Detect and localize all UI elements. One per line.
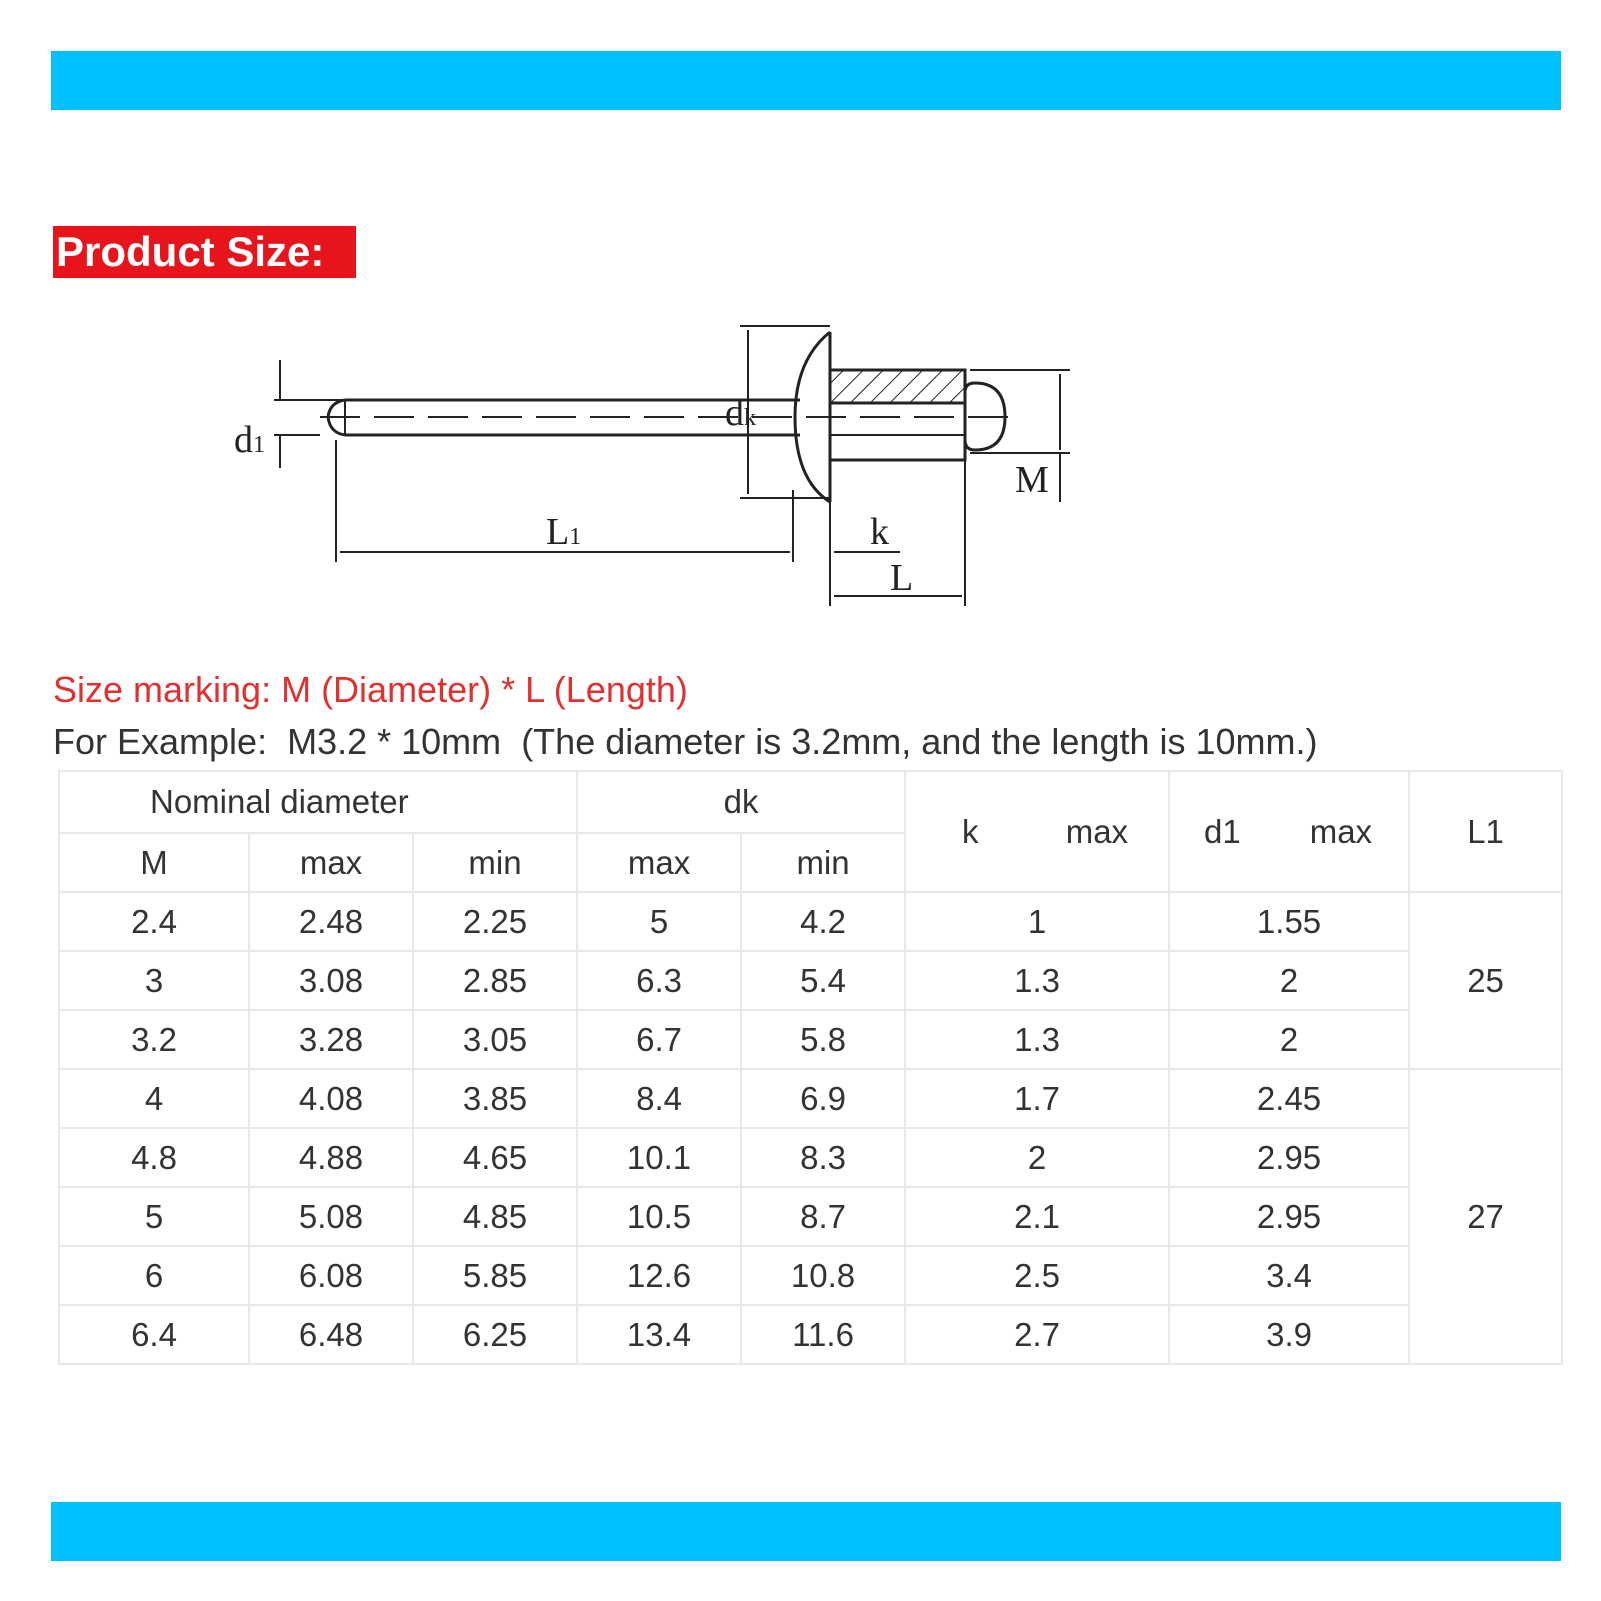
example-note [53,720,1318,764]
cell-d1-max: 2.45 [1169,1069,1409,1128]
example-spacer [267,721,287,762]
cell-k-max: 2.5 [905,1246,1169,1305]
cell-dk-min: 4.2 [741,892,905,951]
cell-M: 4 [59,1069,249,1128]
table-row [59,1128,1562,1187]
cell-M-max: 6.48 [249,1305,413,1364]
cell-M: 4.8 [59,1128,249,1187]
label-k: k [870,511,889,553]
header-dk-max: max [577,833,741,892]
cell-M-max: 3.28 [249,1010,413,1069]
header-dk-min: min [741,833,905,892]
table-header-row-1 [59,771,1562,833]
cell-dk-max: 13.4 [577,1305,741,1364]
cell-M-min: 4.85 [413,1187,577,1246]
size-spec-table [58,770,1563,1365]
product-size-title: Product Size: [53,226,356,278]
cell-dk-max: 6.7 [577,1010,741,1069]
label-dk: dk [725,392,756,434]
header-k-max-label: max [1065,812,1129,850]
cell-M-max: 3.08 [249,951,413,1010]
header-M: M [59,833,249,892]
cell-M-max: 4.08 [249,1069,413,1128]
cell-dk-min: 5.4 [741,951,905,1010]
cell-dk-max: 12.6 [577,1246,741,1305]
dimension-lines [274,326,1070,606]
cell-M: 6 [59,1246,249,1305]
cell-M-min: 4.65 [413,1128,577,1187]
top-banner-bar [51,51,1561,110]
example-spacer-2 [501,721,521,762]
bottom-banner-bar [51,1502,1561,1561]
cell-M-min: 2.25 [413,892,577,951]
table-row [59,892,1562,951]
header-k: k [962,812,979,850]
table-row [59,1010,1562,1069]
cell-dk-min: 5.8 [741,1010,905,1069]
header-M-min: min [413,833,577,892]
cell-k-max: 1 [905,892,1169,951]
cell-M: 2.4 [59,892,249,951]
cell-k-max: 1.7 [905,1069,1169,1128]
table-row [59,1069,1562,1128]
cell-dk-max: 6.3 [577,951,741,1010]
cell-d1-max: 2 [1169,951,1409,1010]
table-row [59,1305,1562,1364]
cell-dk-max: 10.5 [577,1187,741,1246]
cell-dk-min: 8.3 [741,1128,905,1187]
cell-L1-group-2: 27 [1409,1069,1562,1364]
header-nominal-diameter: Nominal diameter [59,771,577,833]
header-L1: L1 [1409,771,1562,892]
cell-M: 6.4 [59,1305,249,1364]
header-M-max: max [249,833,413,892]
table-row [59,951,1562,1010]
cell-M-max: 2.48 [249,892,413,951]
cell-M-min: 2.85 [413,951,577,1010]
cell-M-max: 5.08 [249,1187,413,1246]
cell-dk-max: 8.4 [577,1069,741,1128]
rivet-dimension-diagram [200,320,1120,640]
cell-d1-max: 1.55 [1169,892,1409,951]
cell-dk-min: 8.7 [741,1187,905,1246]
cell-k-max: 2.1 [905,1187,1169,1246]
cell-k-max: 2.7 [905,1305,1169,1364]
cell-M-min: 3.05 [413,1010,577,1069]
cell-M: 3 [59,951,249,1010]
table-row [59,1246,1562,1305]
header-d1-max [1169,771,1409,892]
cell-d1-max: 2.95 [1169,1187,1409,1246]
example-explanation: (The diameter is 3.2mm, and the length is 10mm.) [521,721,1318,762]
example-prefix: For Example: [53,721,268,762]
header-d1-max-label: max [1309,812,1373,850]
cell-dk-min: 6.9 [741,1069,905,1128]
cell-M: 5 [59,1187,249,1246]
header-dk: dk [577,771,905,833]
cell-M-max: 6.08 [249,1246,413,1305]
cell-M-min: 5.85 [413,1246,577,1305]
example-value: M3.2 * 10mm [287,721,502,762]
cell-k-max: 2 [905,1128,1169,1187]
cell-d1-max: 2 [1169,1010,1409,1069]
cell-k-max: 1.3 [905,1010,1169,1069]
cell-M: 3.2 [59,1010,249,1069]
cell-d1-max: 3.9 [1169,1305,1409,1364]
cell-M-min: 3.85 [413,1069,577,1128]
size-marking-note: Size marking: M (Diameter) * L (Length) [53,669,688,710]
cell-d1-max: 2.95 [1169,1128,1409,1187]
label-d1: d1 [234,419,265,461]
cell-dk-max: 10.1 [577,1128,741,1187]
cell-dk-min: 10.8 [741,1246,905,1305]
label-L1: L1 [546,511,582,553]
label-L: L [890,557,914,599]
cell-k-max: 1.3 [905,951,1169,1010]
cell-d1-max: 3.4 [1169,1246,1409,1305]
rivet-drawing [320,332,1010,502]
cell-M-max: 4.88 [249,1128,413,1187]
table-row [59,1187,1562,1246]
header-k-max [905,771,1169,892]
cell-M-min: 6.25 [413,1305,577,1364]
header-d1: d1 [1204,812,1241,850]
label-M: M [1015,459,1049,501]
cell-dk-min: 11.6 [741,1305,905,1364]
cell-dk-max: 5 [577,892,741,951]
cell-L1-group-1: 25 [1409,892,1562,1069]
